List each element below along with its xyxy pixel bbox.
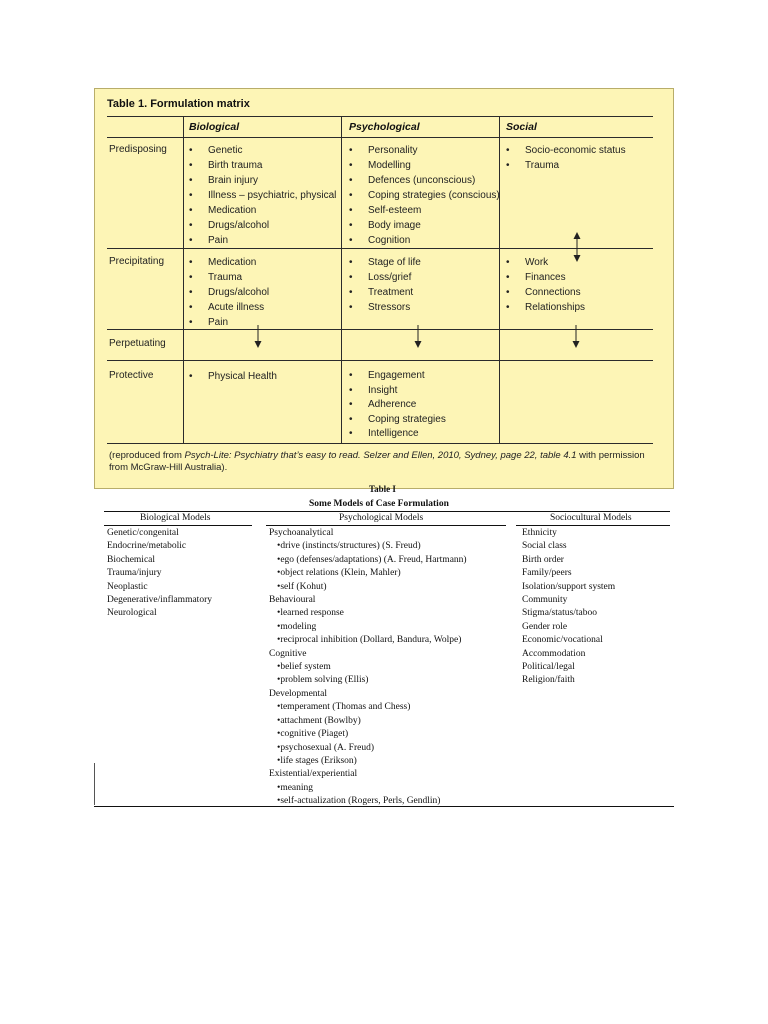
row-label-protective: Protective — [109, 370, 154, 381]
header-sociocultural-models: Sociocultural Models — [550, 513, 632, 523]
list-item: • Work — [504, 255, 585, 270]
sociocultural-models-column — [522, 527, 615, 688]
list-item: • Illness – psychiatric, physical — [187, 188, 336, 203]
list-item: Ethnicity — [522, 528, 557, 538]
list-item: Economic/vocational — [522, 635, 603, 646]
list-category: Developmental — [269, 688, 328, 699]
column-header-psychological: Psychological — [349, 121, 420, 133]
table-rule-top — [104, 511, 670, 512]
precipitating-biological-list — [187, 255, 269, 330]
list-item: Accommodation — [522, 648, 586, 659]
list-subitem: • life stages (Erikson) — [269, 755, 467, 768]
list-item: • Birth trauma — [187, 158, 336, 173]
list-item: • Medication — [187, 255, 269, 270]
list-item: Gender role — [522, 621, 568, 632]
list-item: • Loss/grief — [347, 270, 421, 285]
header-biological-models: Biological Models — [140, 513, 211, 523]
list-item: • Trauma — [504, 158, 626, 173]
list-item: • Engagement — [347, 369, 446, 384]
list-item: Political/legal — [522, 662, 575, 673]
list-item: Genetic/congenital — [107, 528, 179, 538]
row-label-predisposing: Predisposing — [109, 144, 167, 155]
header-underline — [516, 525, 670, 526]
psychological-models-column — [269, 527, 467, 809]
down-arrow-icon — [571, 325, 581, 349]
list-item: • Genetic — [187, 143, 336, 158]
up-down-arrow-icon — [572, 232, 582, 262]
list-item: • Socio-economic status — [504, 143, 626, 158]
protective-biological-list — [187, 369, 277, 384]
down-arrow-icon — [413, 325, 423, 349]
list-item: Degenerative/inflammatory — [107, 595, 212, 606]
list-subitem: • reciprocal inhibition (Dollard, Bandura, Wolpe) — [269, 634, 467, 647]
list-item: • Trauma — [187, 270, 269, 285]
list-subitem: • meaning — [269, 782, 467, 795]
list-item: • Adherence — [347, 398, 446, 413]
header-psychological-models: Psychological Models — [339, 513, 424, 523]
predisposing-biological-list — [187, 143, 336, 248]
list-item: • Modelling — [347, 158, 500, 173]
header-underline — [104, 525, 252, 526]
list-subitem: • attachment (Bowlby) — [269, 715, 467, 728]
source-note — [109, 450, 664, 474]
list-item: Endocrine/metabolic — [107, 541, 187, 552]
list-subitem: • object relations (Klein, Mahler) — [269, 567, 467, 580]
header-underline — [266, 525, 506, 526]
list-subitem: • belief system — [269, 661, 467, 674]
list-item: Community — [522, 595, 568, 606]
list-item: • Connections — [504, 285, 585, 300]
list-item: • Acute illness — [187, 300, 269, 315]
list-item: • Coping strategies (conscious) — [347, 188, 500, 203]
list-item: Stigma/status/taboo — [522, 608, 597, 619]
list-item: • Brain injury — [187, 173, 336, 188]
list-item: Isolation/support system — [522, 581, 616, 592]
predisposing-psychological-list — [347, 143, 500, 248]
list-item: • Stressors — [347, 300, 421, 315]
table-rule-row — [107, 360, 653, 361]
list-category: Existential/experiential — [269, 769, 358, 780]
list-item: • Relationships — [504, 300, 585, 315]
source-note-citation: Psych-Lite: Psychiatry that’s easy to read. Selzer and Ellen, 2010, Sydney, page 22, table 4.1 — [184, 450, 577, 461]
list-subitem: • drive (instincts/structures) (S. Freud) — [269, 540, 467, 553]
formulation-matrix-title: Table 1. Formulation matrix — [107, 98, 250, 110]
down-arrow-icon — [253, 325, 263, 349]
biological-models-column — [107, 527, 212, 621]
list-item: Trauma/injury — [107, 568, 162, 579]
list-item: Neoplastic — [107, 581, 148, 592]
list-item: • Drugs/alcohol — [187, 285, 269, 300]
list-subitem: • modeling — [269, 621, 467, 634]
list-item: Neurological — [107, 608, 157, 619]
formulation-matrix-table — [94, 88, 674, 489]
list-category: Cognitive — [269, 648, 307, 659]
list-item: • Intelligence — [347, 427, 446, 442]
row-label-perpetuating: Perpetuating — [109, 338, 166, 349]
list-subitem: • ego (defenses/adaptations) (A. Freud, Hartmann) — [269, 554, 467, 567]
list-item: • Self-esteem — [347, 203, 500, 218]
list-item: • Stage of life — [347, 255, 421, 270]
list-subitem: • problem solving (Ellis) — [269, 674, 467, 687]
table-title: Some Models of Case Formulation — [309, 499, 449, 509]
case-formulation-table — [94, 486, 678, 808]
list-item: • Body image — [347, 218, 500, 233]
list-item: Birth order — [522, 554, 564, 565]
list-subitem: • psychosexual (A. Freud) — [269, 742, 467, 755]
list-item: • Drugs/alcohol — [187, 218, 336, 233]
list-item: • Insight — [347, 384, 446, 399]
list-subitem: • self-actualization (Rogers, Perls, Gendlin) — [269, 795, 467, 808]
list-item: Social class — [522, 541, 567, 552]
list-item: • Physical Health — [187, 369, 277, 384]
table-rule-header — [107, 137, 653, 138]
list-subitem: • self (Kohut) — [269, 581, 467, 594]
list-subitem: • cognitive (Piaget) — [269, 728, 467, 741]
list-item: • Coping strategies — [347, 413, 446, 428]
list-item: • Cognition — [347, 233, 500, 248]
table-column-divider — [183, 117, 184, 443]
table-label: Table I — [369, 484, 396, 494]
table-column-divider — [341, 117, 342, 443]
list-item: Religion/faith — [522, 675, 575, 686]
list-item: • Finances — [504, 270, 585, 285]
list-category: Behavioural — [269, 595, 316, 606]
precipitating-social-list — [504, 255, 585, 315]
list-category: Psychoanalytical — [269, 528, 334, 538]
source-note-prefix: (reproduced from — [109, 450, 185, 461]
list-item: • Medication — [187, 203, 336, 218]
list-item: Family/peers — [522, 568, 572, 579]
list-item: Biochemical — [107, 554, 156, 565]
column-header-biological: Biological — [189, 121, 240, 133]
scan-edge-mark — [94, 763, 95, 805]
list-item: • Personality — [347, 143, 500, 158]
table-rule-bottom — [107, 443, 653, 444]
list-subitem: • temperament (Thomas and Chess) — [269, 701, 467, 714]
source-note-suffix: with permission from McGraw-Hill Australia). — [109, 450, 645, 473]
protective-psychological-list — [347, 369, 446, 442]
column-header-social: Social — [506, 121, 537, 133]
precipitating-psychological-list — [347, 255, 421, 315]
list-item: • Defences (unconscious) — [347, 173, 500, 188]
row-label-precipitating: Precipitating — [109, 256, 165, 267]
list-item: • Pain — [187, 233, 336, 248]
list-item: • Treatment — [347, 285, 421, 300]
table-rule-top — [107, 116, 653, 117]
list-item: • Pain — [187, 315, 269, 330]
predisposing-social-list — [504, 143, 626, 173]
list-subitem: • learned response — [269, 607, 467, 620]
